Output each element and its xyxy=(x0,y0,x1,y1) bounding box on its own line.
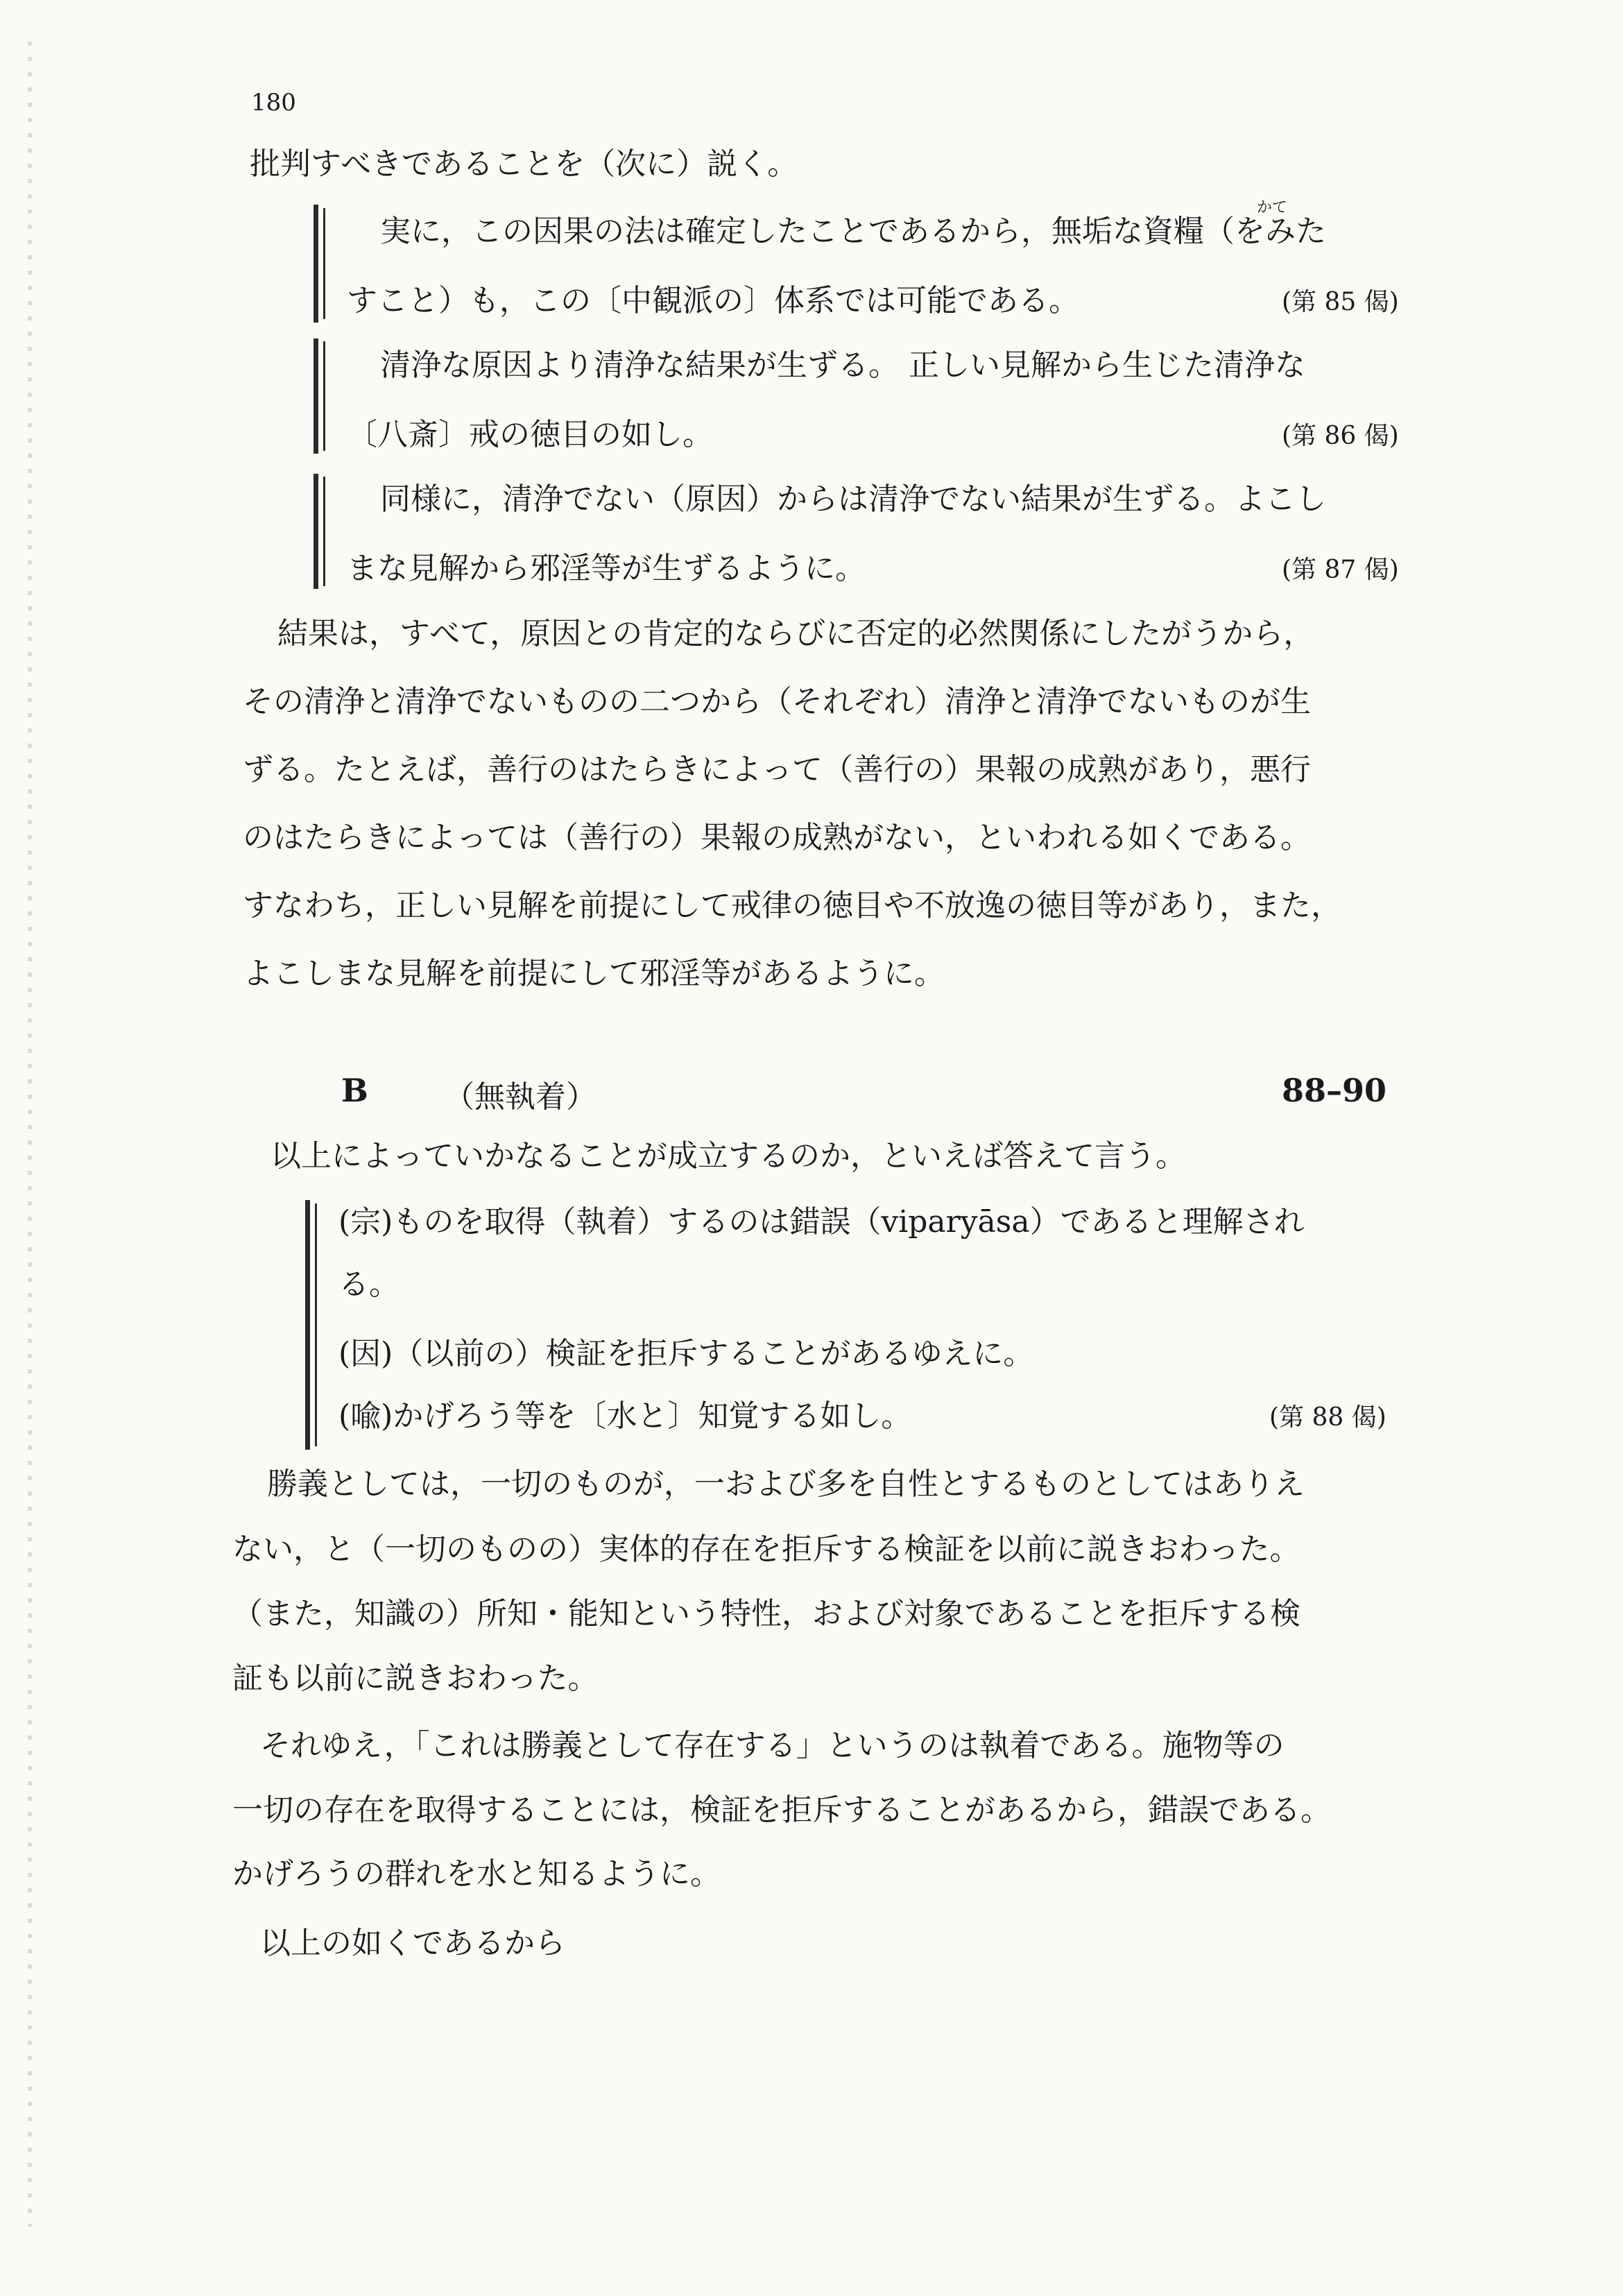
paragraph-line: 勝義としては，一切のものが，一および多を自性とするものとしてはありえ xyxy=(267,1466,1305,1502)
paragraph-line: 証も以前に説きおわった。 xyxy=(232,1661,599,1696)
verse-bar xyxy=(323,477,325,586)
section-title: （無執着） xyxy=(444,1079,596,1115)
ruby-text: かて xyxy=(1257,199,1288,216)
paragraph-line: 一切の存在を取得することには，検証を拒斥することがあるから，錯誤である。 xyxy=(232,1792,1331,1828)
verse-bar xyxy=(315,1203,317,1446)
verse-line: 清浄な原因より清浄な結果が生ずる。 正しい見解から生じた清浄な xyxy=(380,348,1305,383)
paragraph-line: ずる。たとえば，善行のはたらきによって（善行の）果報の成熟があり，悪行 xyxy=(243,752,1311,787)
verse-line: 〔八斎〕戒の徳目の如し。 xyxy=(347,417,713,452)
text-line: 批判すべきであることを（次に）説く。 xyxy=(250,146,798,182)
paragraph-line: ない，と（一切のものの）実体的存在を拒斥する検証を以前に説きおわった。 xyxy=(232,1532,1300,1567)
paragraph-line: よこしまな見解を前提にして邪淫等があるように。 xyxy=(243,956,945,991)
verse-bar xyxy=(314,474,318,589)
verse-tag: (第 88 偈) xyxy=(1269,1403,1386,1432)
paragraph-line: すなわち，正しい見解を前提にして戒律の徳目や不放逸の徳目等があり，また， xyxy=(243,888,1341,923)
paragraph-line: かげろうの群れを水と知るように。 xyxy=(232,1856,721,1892)
verse-line: (因)（以前の）検証を拒斥することがあるゆえに。 xyxy=(338,1336,1034,1371)
paragraph-line: 以上によっていかなることが成立するのか，といえば答えて言う。 xyxy=(270,1138,1186,1174)
verse-line: まな見解から邪淫等が生ずるように。 xyxy=(347,551,866,586)
paragraph-line: その清浄と清浄でないものの二つから（それぞれ）清浄と清浄でないものが生 xyxy=(243,684,1311,719)
page-number: 180 xyxy=(251,89,296,117)
verse-tag: (第 85 偈) xyxy=(1282,288,1399,316)
paragraph-line: 以上の如くであるから xyxy=(260,1926,565,1961)
verse-bar xyxy=(314,339,318,454)
verse-bar xyxy=(305,1200,310,1450)
verse-line: 実に，この因果の法は確定したことであるから，無垢な資糧（をみた xyxy=(380,214,1326,249)
paragraph-line: （また，知識の）所知・能知という特性，および対象であることを拒斥する検 xyxy=(232,1596,1300,1631)
verse-bar xyxy=(323,341,325,451)
verse-bar xyxy=(323,208,325,319)
verse-line: 同様に，清浄でない（原因）からは清浄でない結果が生ずる。よこし xyxy=(380,481,1326,517)
verse-line: すこと）も，この〔中観派の〕体系では可能である。 xyxy=(347,283,1079,318)
paragraph-line: それゆえ，「これは勝義として存在する」というのは執着である。施物等の xyxy=(260,1728,1285,1763)
scan-edge xyxy=(28,42,32,2227)
section-letter: B xyxy=(341,1072,368,1109)
paragraph-line: 結果は，すべて，原因との肯定的ならびに否定的必然関係にしたがうから， xyxy=(277,616,1314,651)
verse-range: 88–90 xyxy=(1282,1072,1387,1109)
verse-line: (喩)かげろう等を〔水と〕知覚する如し。 xyxy=(338,1398,912,1434)
verse-line: る。 xyxy=(338,1267,400,1302)
verse-tag: (第 87 偈) xyxy=(1282,556,1399,584)
verse-bar xyxy=(314,205,318,323)
verse-line: (宗)ものを取得（執着）するのは錯誤（viparyāsa）であると理解され xyxy=(338,1204,1305,1240)
verse-tag: (第 86 偈) xyxy=(1282,422,1399,450)
paragraph-line: のはたらきによっては（善行の）果報の成熟がない，といわれる如くである。 xyxy=(243,820,1311,855)
